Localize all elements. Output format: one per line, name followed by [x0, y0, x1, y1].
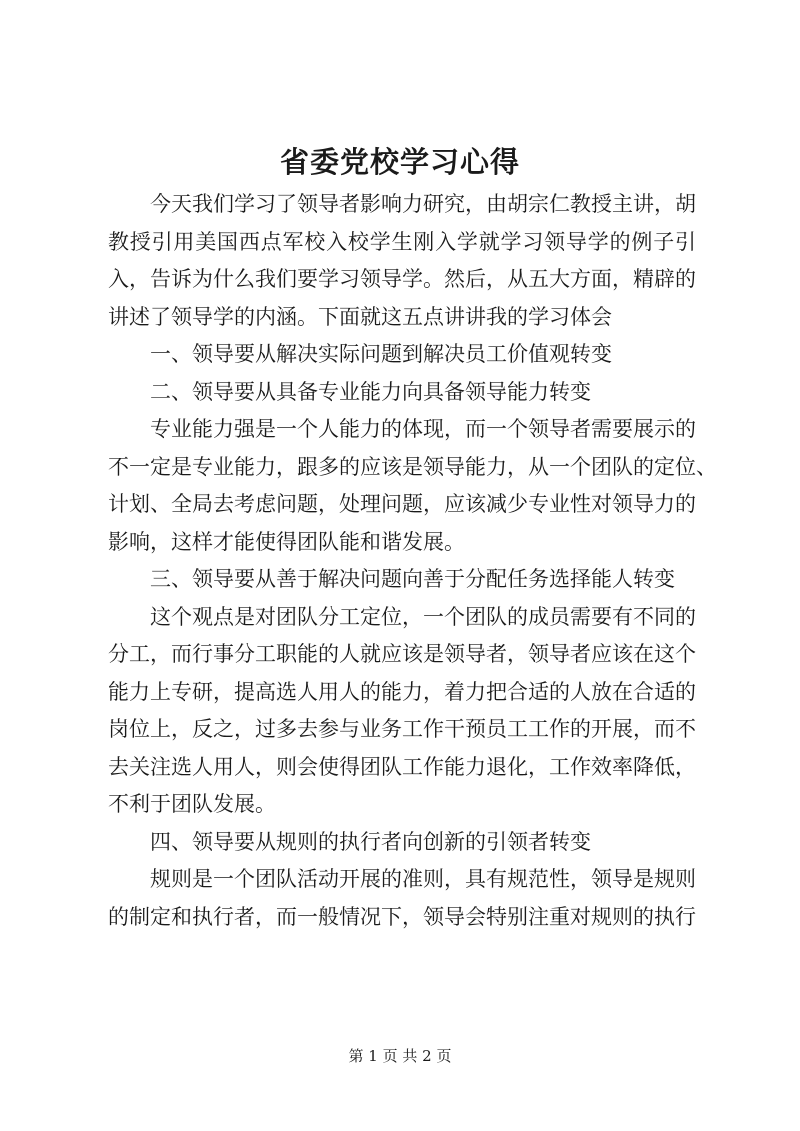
text-line: 计划、全局去考虑问题，处理问题，应该减少专业性对领导力的 [108, 492, 696, 516]
text-line: 入，告诉为什么我们要学习领导学。然后，从五大方面，精辟的 [108, 267, 696, 291]
paragraph [108, 186, 696, 336]
text-line: 影响，这样才能使得团队能和谐发展。 [108, 529, 465, 554]
paragraph [108, 374, 696, 412]
text-line: 去关注选人用人，则会使得团队工作能力退化，工作效率降低， [108, 754, 696, 779]
text-line: 不利于团队发展。 [108, 792, 276, 816]
paragraph [108, 861, 696, 936]
text-line: 这个观点是对团队分工定位，一个团队的成员需要有不同的 [150, 604, 696, 629]
text-line: 岗位上，反之，过多去参与业务工作干预员工工作的开展，而不 [108, 717, 696, 741]
document-title: 省委党校学习心得 [279, 145, 520, 179]
text-line: 一、领导要从解决实际问题到解决员工价值观转变 [150, 342, 612, 366]
text-line: 能力上专研，提高选人用人的能力，着力把合适的人放在合适的 [108, 679, 696, 704]
text-line: 分工，而行事分工职能的人就应该是领导者，领导者应该在这个 [108, 642, 696, 666]
paragraph [108, 336, 696, 374]
text-line: 四、领导要从规则的执行者向创新的引领者转变 [150, 829, 591, 854]
text-line: 的制定和执行者，而一般情况下，领导会特别注重对规则的执行 [108, 904, 696, 929]
document-body [108, 186, 717, 936]
text-line: 三、领导要从善于解决问题向善于分配任务选择能人转变 [150, 567, 675, 591]
text-line: 教授引用美国西点军校入校学生刚入学就学习领导学的例子引 [108, 229, 696, 254]
paragraph [108, 411, 717, 561]
text-line: 讲述了领导学的内涵。下面就这五点讲讲我的学习体会 [108, 304, 612, 329]
paragraph [108, 599, 696, 824]
text-line: 专业能力强是一个人能力的体现，而一个领导者需要展示的 [150, 417, 696, 441]
text-line: 今天我们学习了领导者影响力研究，由胡宗仁教授主讲，胡 [150, 192, 696, 216]
paragraph [108, 561, 696, 599]
text-line: 二、领导要从具备专业能力向具备领导能力转变 [150, 379, 591, 404]
text-line: 不一定是专业能力，跟多的应该是领导能力，从一个团队的定位、 [108, 454, 717, 479]
paragraph [108, 824, 696, 862]
text-line: 规则是一个团队活动开展的准则，具有规范性，领导是规则 [150, 867, 696, 891]
page-footer: 第 1 页 共 2 页 [348, 1047, 452, 1065]
